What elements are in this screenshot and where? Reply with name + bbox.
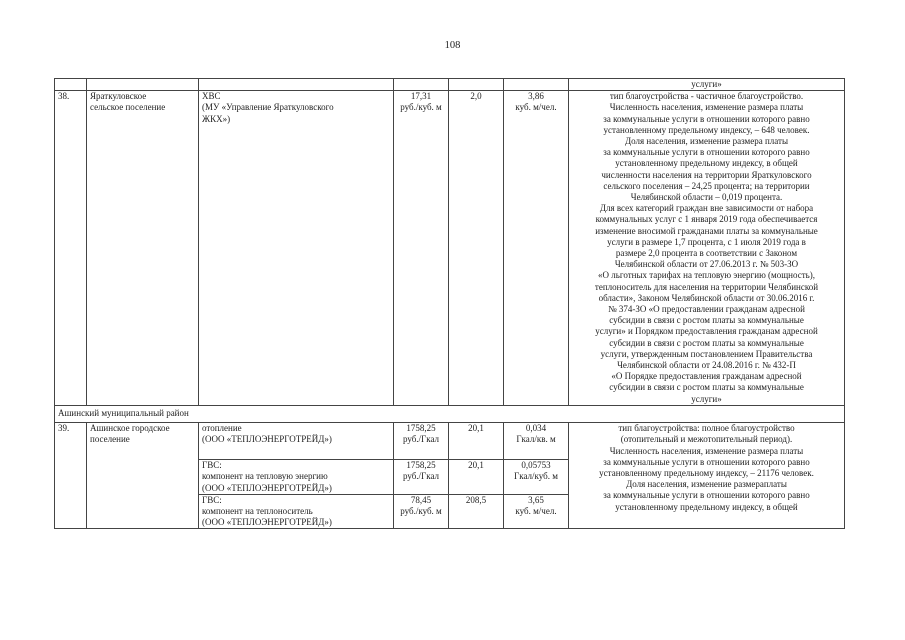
comment-line: тип благоустройства - частичное благоустройство. [609, 91, 804, 102]
row-number: 39. [55, 423, 87, 529]
growth-index: 2,0 [449, 91, 504, 406]
comment-line: тип благоустройства: полное благоустройство [618, 423, 795, 434]
row-number: 38. [55, 91, 87, 406]
service-provider: отопление (ООО «ТЕПЛОЭНЕРГОТРЕЙД») [199, 423, 394, 460]
comment-line: области», Законом Челябинской области от 30.06.2016 г. [598, 292, 815, 303]
settlement-name: Ашинское городское поселение [87, 423, 199, 529]
comment-line: размере 2,0 процента в соответствии с Законом [615, 248, 798, 259]
region-name: Ашинский муниципальный район [55, 405, 845, 422]
tariff-value: 17,31 руб./куб. м [394, 91, 449, 406]
comment-line: Челябинской области от 24.08.2016 г. № 432-П [617, 360, 796, 371]
comment-line: субсидии в связи с ростом платы за коммунальные [609, 382, 804, 393]
comment-line: услуги в размере 1,7 процента, с 1 июля 2019 года в [607, 236, 806, 247]
comment-line: установленному предельному индексу, – 648 человек. [603, 124, 810, 135]
comment-line: теплоноситель для населения на территории Челябинской [594, 281, 819, 292]
comment-line: изменение вносимой гражданами платы за коммунальные [595, 225, 818, 236]
comment-line: (отопительный и межотопительный период). [620, 434, 793, 445]
table-row-continuation [55, 79, 845, 91]
consumption-norm: 0,05753 Гкал/куб. м [504, 460, 569, 495]
comment-text [569, 91, 845, 406]
comment-line: Численность населения, изменение размера платы [609, 445, 804, 456]
comment-line: Доля населения, изменение размера платы [624, 136, 789, 147]
comment-text [569, 423, 845, 529]
page-number: 108 [444, 40, 461, 51]
region-row [55, 405, 845, 422]
comment-line: Челябинской области от 27.06.2013 г. № 503-ЗО [614, 259, 799, 270]
comment-line: услуги» и Порядком предоставления гражданам адресной [595, 326, 818, 337]
settlement-name: Яраткуловское сельское поселение [87, 91, 199, 406]
comment-line: услуги» [691, 393, 722, 404]
comment-line: за коммунальные услуги в отношении которого равно [603, 490, 810, 501]
consumption-norm: 0,034 Гкал/кв. м [504, 423, 569, 460]
comment-line: за коммунальные услуги в отношении которого равно [603, 113, 810, 124]
comment-line: Численность населения, изменение размера платы [609, 102, 804, 113]
comment-line: сельского поселения – 24,25 процента; на территории [603, 180, 810, 191]
comment-line: установленному предельному индексу, в общей [615, 501, 798, 512]
comment-line: субсидии в связи с ростом платы за коммунальные [609, 337, 804, 348]
comment-line: субсидии в связи с ростом платы за коммунальные [609, 315, 804, 326]
comment-line: «О Порядке предоставления гражданам адресной [611, 371, 802, 382]
comment-line: за коммунальные услуги в отношении которого равно [603, 456, 810, 467]
tariff-table [54, 78, 845, 529]
comment-line: установленному предельному индексу, в общей [615, 158, 798, 169]
growth-index: 208,5 [449, 494, 504, 529]
service-provider: ХВС (МУ «Управление Яраткуловского ЖКХ») [199, 91, 394, 406]
consumption-norm: 3,86 куб. м/чел. [504, 91, 569, 406]
service-provider: ГВС: компонент на тепловую энергию (ООО «ТЕПЛОЭНЕРГОТРЕЙД») [199, 460, 394, 495]
comment-line: установленному предельному индексу, – 21176 человек. [599, 467, 814, 478]
table-row-38 [55, 91, 845, 406]
comment-line: за коммунальные услуги в отношении которого равно [603, 147, 810, 158]
comment-line: Для всех категорий граждан вне зависимости от набора [599, 203, 814, 214]
tariff-value: 1758,25 руб./Гкал [394, 460, 449, 495]
comment-line: Челябинской области – 0,019 процента. [630, 192, 783, 203]
comment-line: услуги, утвержденным постановлением Правительства [600, 348, 813, 359]
tariff-value: 1758,25 руб./Гкал [394, 423, 449, 460]
comment-line: численности населения на территории Яраткуловского [601, 169, 812, 180]
consumption-norm: 3,65 куб. м/чел. [504, 494, 569, 529]
growth-index: 20,1 [449, 460, 504, 495]
comment-line: «О льготных тарифах на тепловую энергию (мощность), [598, 270, 815, 281]
tariff-value: 78,45 руб./куб. м [394, 494, 449, 529]
comment-line: коммунальных услуг с 1 января 2019 года обеспечивается [595, 214, 818, 225]
comment-tail: услуги» [569, 79, 845, 91]
growth-index: 20,1 [449, 423, 504, 460]
service-provider: ГВС: компонент на теплоноситель (ООО «ТЕПЛОЭНЕРГОТРЕЙД») [199, 494, 394, 529]
comment-line: Доля населения, изменение размерaплаты [626, 479, 787, 490]
table-row-39 [55, 423, 845, 460]
comment-line: № 374-ЗО «О предоставлении гражданам адресной [608, 304, 805, 315]
